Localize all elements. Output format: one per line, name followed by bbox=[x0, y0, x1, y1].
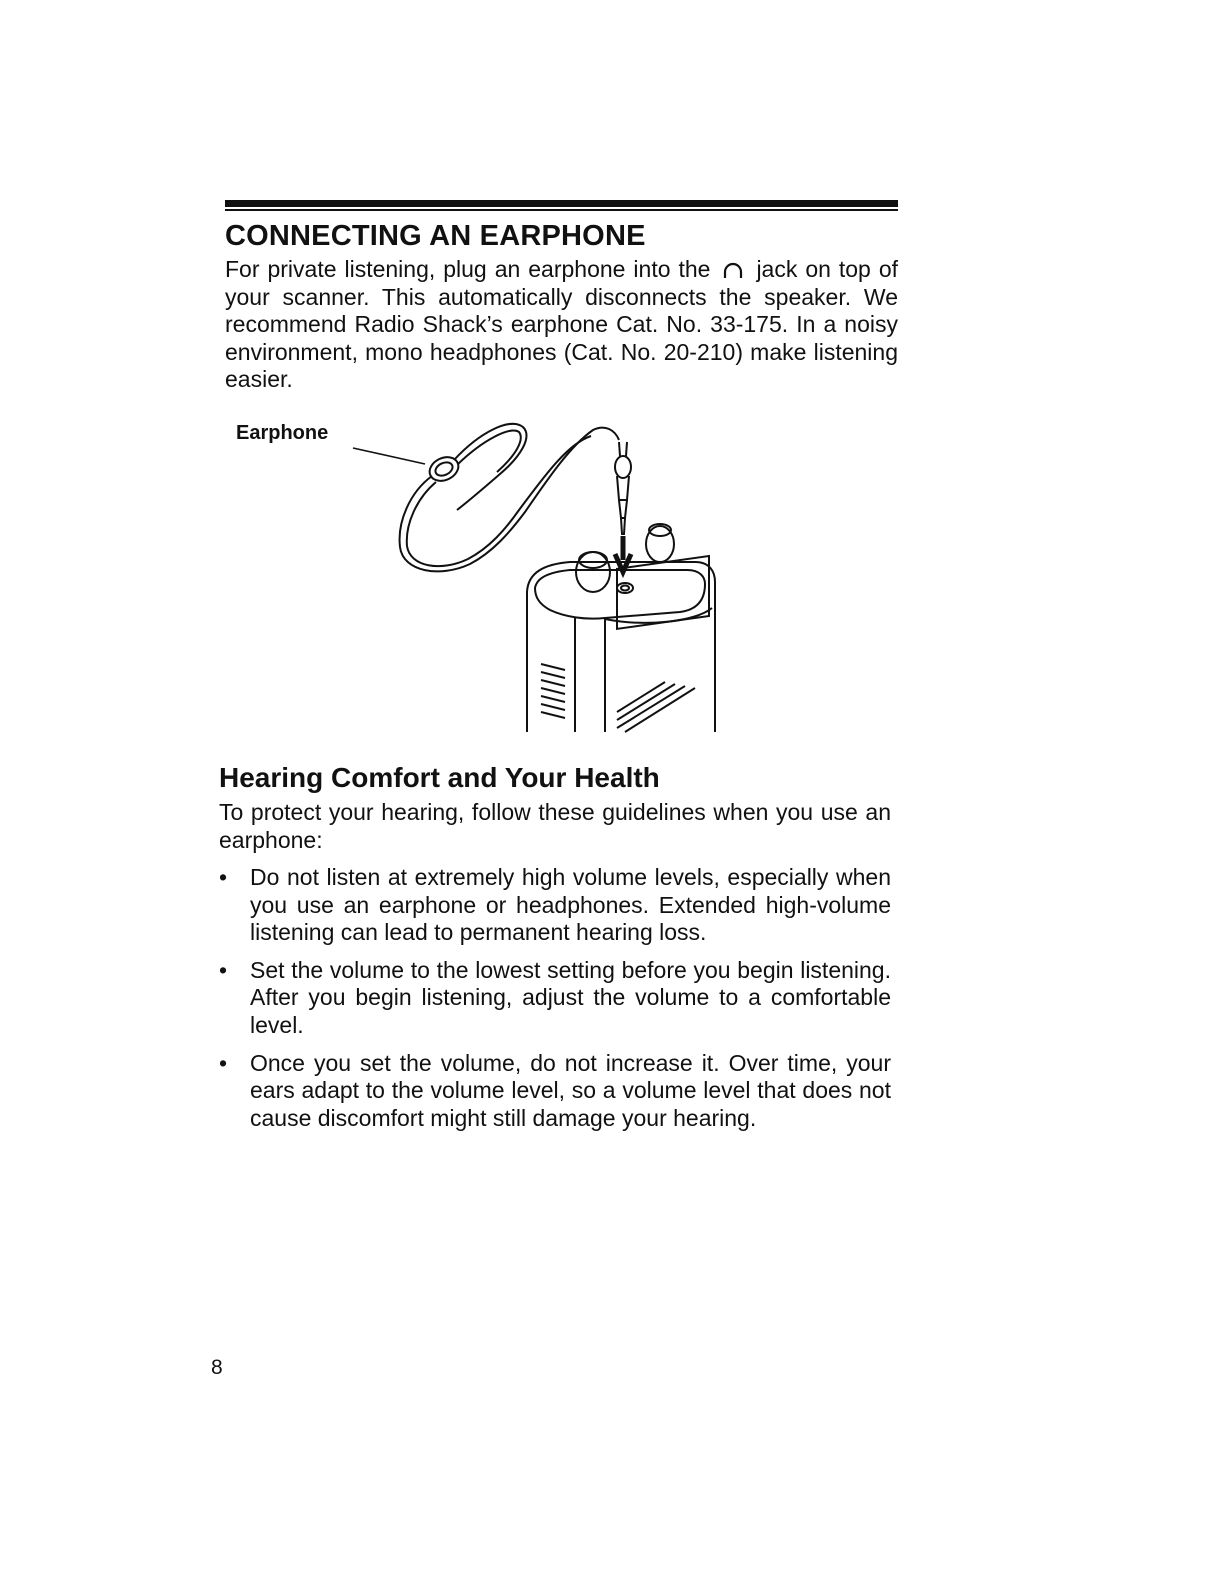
subsection-title: Hearing Comfort and Your Health bbox=[219, 762, 660, 793]
bullet-marker: • bbox=[219, 956, 228, 983]
headphone-icon bbox=[722, 262, 744, 280]
top-rule-thin bbox=[225, 209, 898, 211]
list-item bbox=[219, 864, 891, 947]
bullet-marker: • bbox=[219, 1049, 228, 1076]
earphone-hook-illustration bbox=[426, 424, 527, 510]
label-leader-line bbox=[353, 448, 425, 464]
intro-text-end: jack on top of your scanner. This automatically disconnects the speaker. We recommend Radio Shack’s earphone Cat. No. 33-175. In a noisy environment, mono headphones (Cat. No. 20-210) make listening easier. bbox=[225, 256, 899, 393]
guideline-list bbox=[219, 864, 891, 1142]
list-item-text: Do not listen at extremely high volume levels, especially when you use an earphone or headphones. Extended high-volume listening can lead to permanent hearing loss. bbox=[250, 864, 891, 946]
list-item-text: Once you set the volume, do not increase it. Over time, your ears adapt to the volume level, so a volume level that does not cause discomfort might still damage your hearing. bbox=[250, 1049, 891, 1131]
earphone-cable bbox=[400, 428, 619, 572]
earphone-plug bbox=[615, 442, 631, 534]
list-item bbox=[219, 1050, 891, 1133]
intro-text-start: For private listening, plug an earphone into the bbox=[225, 256, 711, 282]
top-rule-thick bbox=[225, 200, 898, 207]
list-item bbox=[219, 957, 891, 1040]
page-number: 8 bbox=[211, 1356, 223, 1379]
list-item-text: Set the volume to the lowest setting before you begin listening. After you begin listening, adjust the volume to a comfortable level. bbox=[250, 956, 891, 1038]
figure-label-earphone: Earphone bbox=[236, 422, 329, 444]
section-title: CONNECTING AN EARPHONE bbox=[225, 220, 646, 252]
bullet-marker: • bbox=[219, 864, 228, 890]
intro-paragraph bbox=[225, 256, 898, 394]
subsection-intro: To protect your hearing, follow these guidelines when you use an earphone: bbox=[219, 799, 891, 853]
earphone-scanner-illustration bbox=[225, 412, 745, 742]
